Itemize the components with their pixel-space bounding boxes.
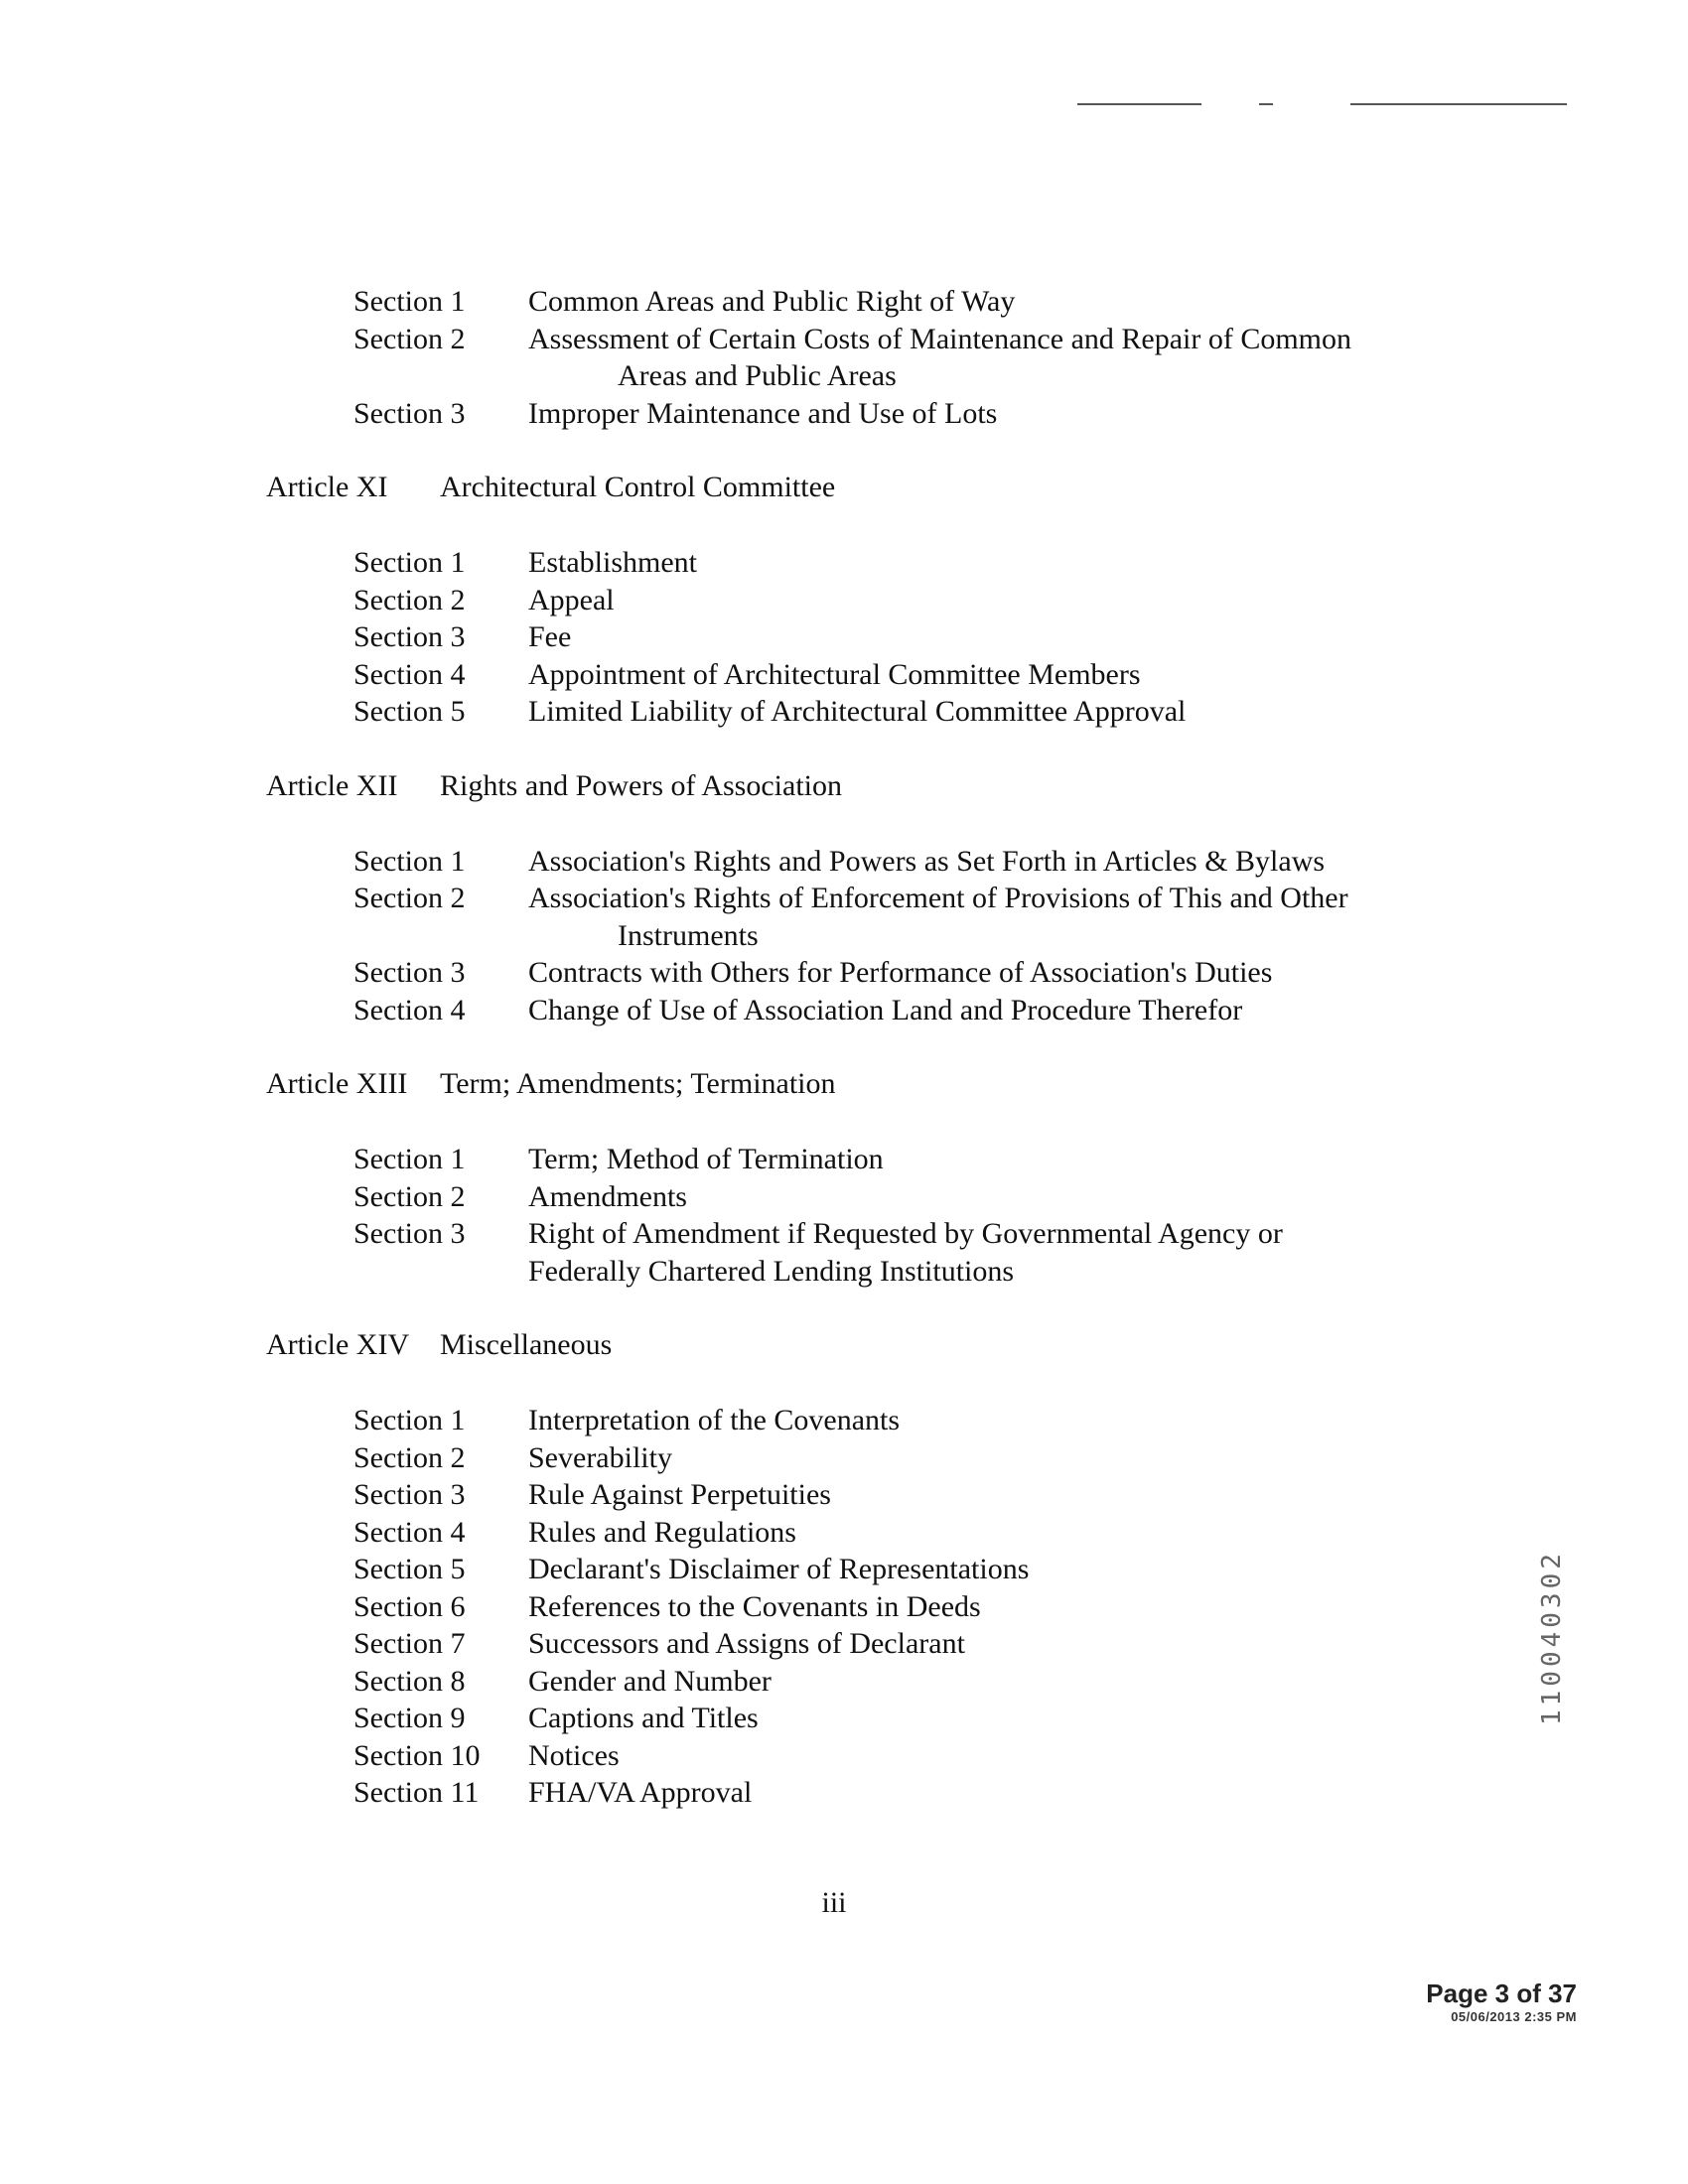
section-label: Section 3 <box>353 956 466 989</box>
article-number: Article XIII <box>266 1067 408 1100</box>
section-label: Section 1 <box>353 844 466 878</box>
section-title: FHA/VA Approval <box>528 1776 753 1809</box>
article-number: Article XIV <box>266 1328 410 1361</box>
section-title: Limited Liability of Architectural Committee Approval <box>528 695 1187 728</box>
section-entry <box>353 582 615 618</box>
print-timestamp: 05/06/2013 2:35 PM <box>1451 2009 1577 2024</box>
article-heading <box>266 1327 612 1363</box>
section-label: Section 4 <box>353 657 466 691</box>
article-title: Miscellaneous <box>440 1328 613 1361</box>
section-label: Section 5 <box>353 695 466 728</box>
section-label: Section 2 <box>353 322 466 355</box>
section-title: Notices <box>528 1738 620 1772</box>
section-entry <box>353 992 1242 1028</box>
section-entry <box>353 1774 752 1811</box>
section-title: Severability <box>528 1440 672 1474</box>
section-label: Section 3 <box>353 620 466 653</box>
scan-artifact-line <box>1077 103 1201 105</box>
section-entry <box>353 1514 796 1551</box>
article-title: Architectural Control Committee <box>440 471 836 503</box>
section-entry <box>353 1700 759 1736</box>
section-entry <box>353 544 697 581</box>
section-entry <box>353 954 1272 991</box>
section-entry <box>353 1737 620 1774</box>
article-title: Rights and Powers of Association <box>440 768 842 802</box>
section-title-continuation: Areas and Public Areas <box>618 359 897 392</box>
section-title: Right of Amendment if Requested by Governmental Agency or <box>528 1217 1283 1250</box>
section-label: Section 2 <box>353 882 466 914</box>
section-title: Rule Against Perpetuities <box>528 1478 831 1511</box>
section-label: Section 1 <box>353 1143 466 1175</box>
section-entry <box>353 283 1015 320</box>
section-title: Assessment of Certain Costs of Maintenance and Repair of Common <box>528 322 1352 355</box>
section-title: Association's Rights of Enforcement of Provisions of This and Other <box>528 882 1348 914</box>
section-label: Section 3 <box>353 1217 466 1250</box>
section-entry <box>353 1141 884 1177</box>
scan-artifact-line <box>1350 103 1567 105</box>
section-title: Establishment <box>528 546 697 579</box>
section-entry <box>353 843 1325 880</box>
section-entry <box>353 880 1348 916</box>
section-label: Section 5 <box>353 1553 466 1585</box>
section-entry <box>353 1588 981 1625</box>
section-title: Interpretation of the Covenants <box>528 1404 901 1436</box>
article-number: Article XI <box>266 471 388 503</box>
article-title: Term; Amendments; Termination <box>440 1067 836 1100</box>
section-label: Section 4 <box>353 1515 466 1549</box>
section-title: Rules and Regulations <box>528 1515 796 1549</box>
section-entry <box>353 1551 1029 1587</box>
article-heading <box>266 768 842 804</box>
section-title: Contracts with Others for Performance of Association's Duties <box>528 956 1273 989</box>
section-label: Section 4 <box>353 993 466 1026</box>
section-label: Section 7 <box>353 1627 466 1660</box>
section-label: Section 8 <box>353 1664 466 1698</box>
section-label: Section 2 <box>353 583 466 616</box>
section-entry <box>353 618 571 655</box>
section-title: Improper Maintenance and Use of Lots <box>528 396 998 430</box>
section-label: Section 2 <box>353 1440 466 1474</box>
section-title: Gender and Number <box>528 1664 772 1698</box>
section-title: Term; Method of Termination <box>528 1143 884 1175</box>
section-title: Successors and Assigns of Declarant <box>528 1627 965 1660</box>
recording-number-stamp: 110040302 <box>1537 1550 1567 1726</box>
section-title: References to the Covenants in Deeds <box>528 1589 981 1623</box>
section-entry <box>353 1476 831 1513</box>
section-title: Fee <box>528 620 572 653</box>
section-entry <box>353 693 1186 730</box>
section-label: Section 1 <box>353 546 466 579</box>
page-counter: Page 3 of 37 <box>1426 1979 1577 2008</box>
article-heading <box>266 1066 836 1102</box>
section-entry <box>353 395 997 432</box>
section-entry <box>353 1178 687 1215</box>
page-footer-stamp <box>1426 1979 1577 2024</box>
section-entry <box>353 1439 672 1476</box>
section-entry <box>353 1402 900 1438</box>
section-label: Section 3 <box>353 1478 466 1511</box>
section-title: Appeal <box>528 583 615 616</box>
section-title: Captions and Titles <box>528 1702 759 1734</box>
section-entry <box>353 1215 1283 1252</box>
section-entry <box>353 1625 965 1662</box>
section-entry <box>353 1663 772 1700</box>
section-title: Common Areas and Public Right of Way <box>528 285 1016 318</box>
page-number-roman: iii <box>821 1886 847 1919</box>
section-title: Appointment of Architectural Committee Members <box>528 657 1141 691</box>
section-title: Declarant's Disclaimer of Representations <box>528 1553 1030 1585</box>
article-number: Article XII <box>266 768 398 802</box>
section-title: Change of Use of Association Land and Procedure Therefor <box>528 993 1243 1026</box>
section-entry <box>353 321 1351 357</box>
section-title: Amendments <box>528 1179 687 1213</box>
section-entry <box>353 656 1141 693</box>
section-label: Section 9 <box>353 1702 466 1734</box>
section-label: Section 10 <box>353 1738 481 1772</box>
section-label: Section 1 <box>353 1404 466 1436</box>
section-title-continuation: Federally Chartered Lending Institutions <box>528 1254 1015 1288</box>
scan-artifact-line <box>1259 103 1273 105</box>
section-label: Section 3 <box>353 396 466 430</box>
section-label: Section 11 <box>353 1776 480 1809</box>
section-title-continuation: Instruments <box>618 918 759 952</box>
section-label: Section 2 <box>353 1179 466 1213</box>
section-title: Association's Rights and Powers as Set Forth in Articles & Bylaws <box>528 844 1326 878</box>
section-label: Section 6 <box>353 1589 466 1623</box>
article-heading <box>266 470 835 505</box>
section-label: Section 1 <box>353 285 466 318</box>
